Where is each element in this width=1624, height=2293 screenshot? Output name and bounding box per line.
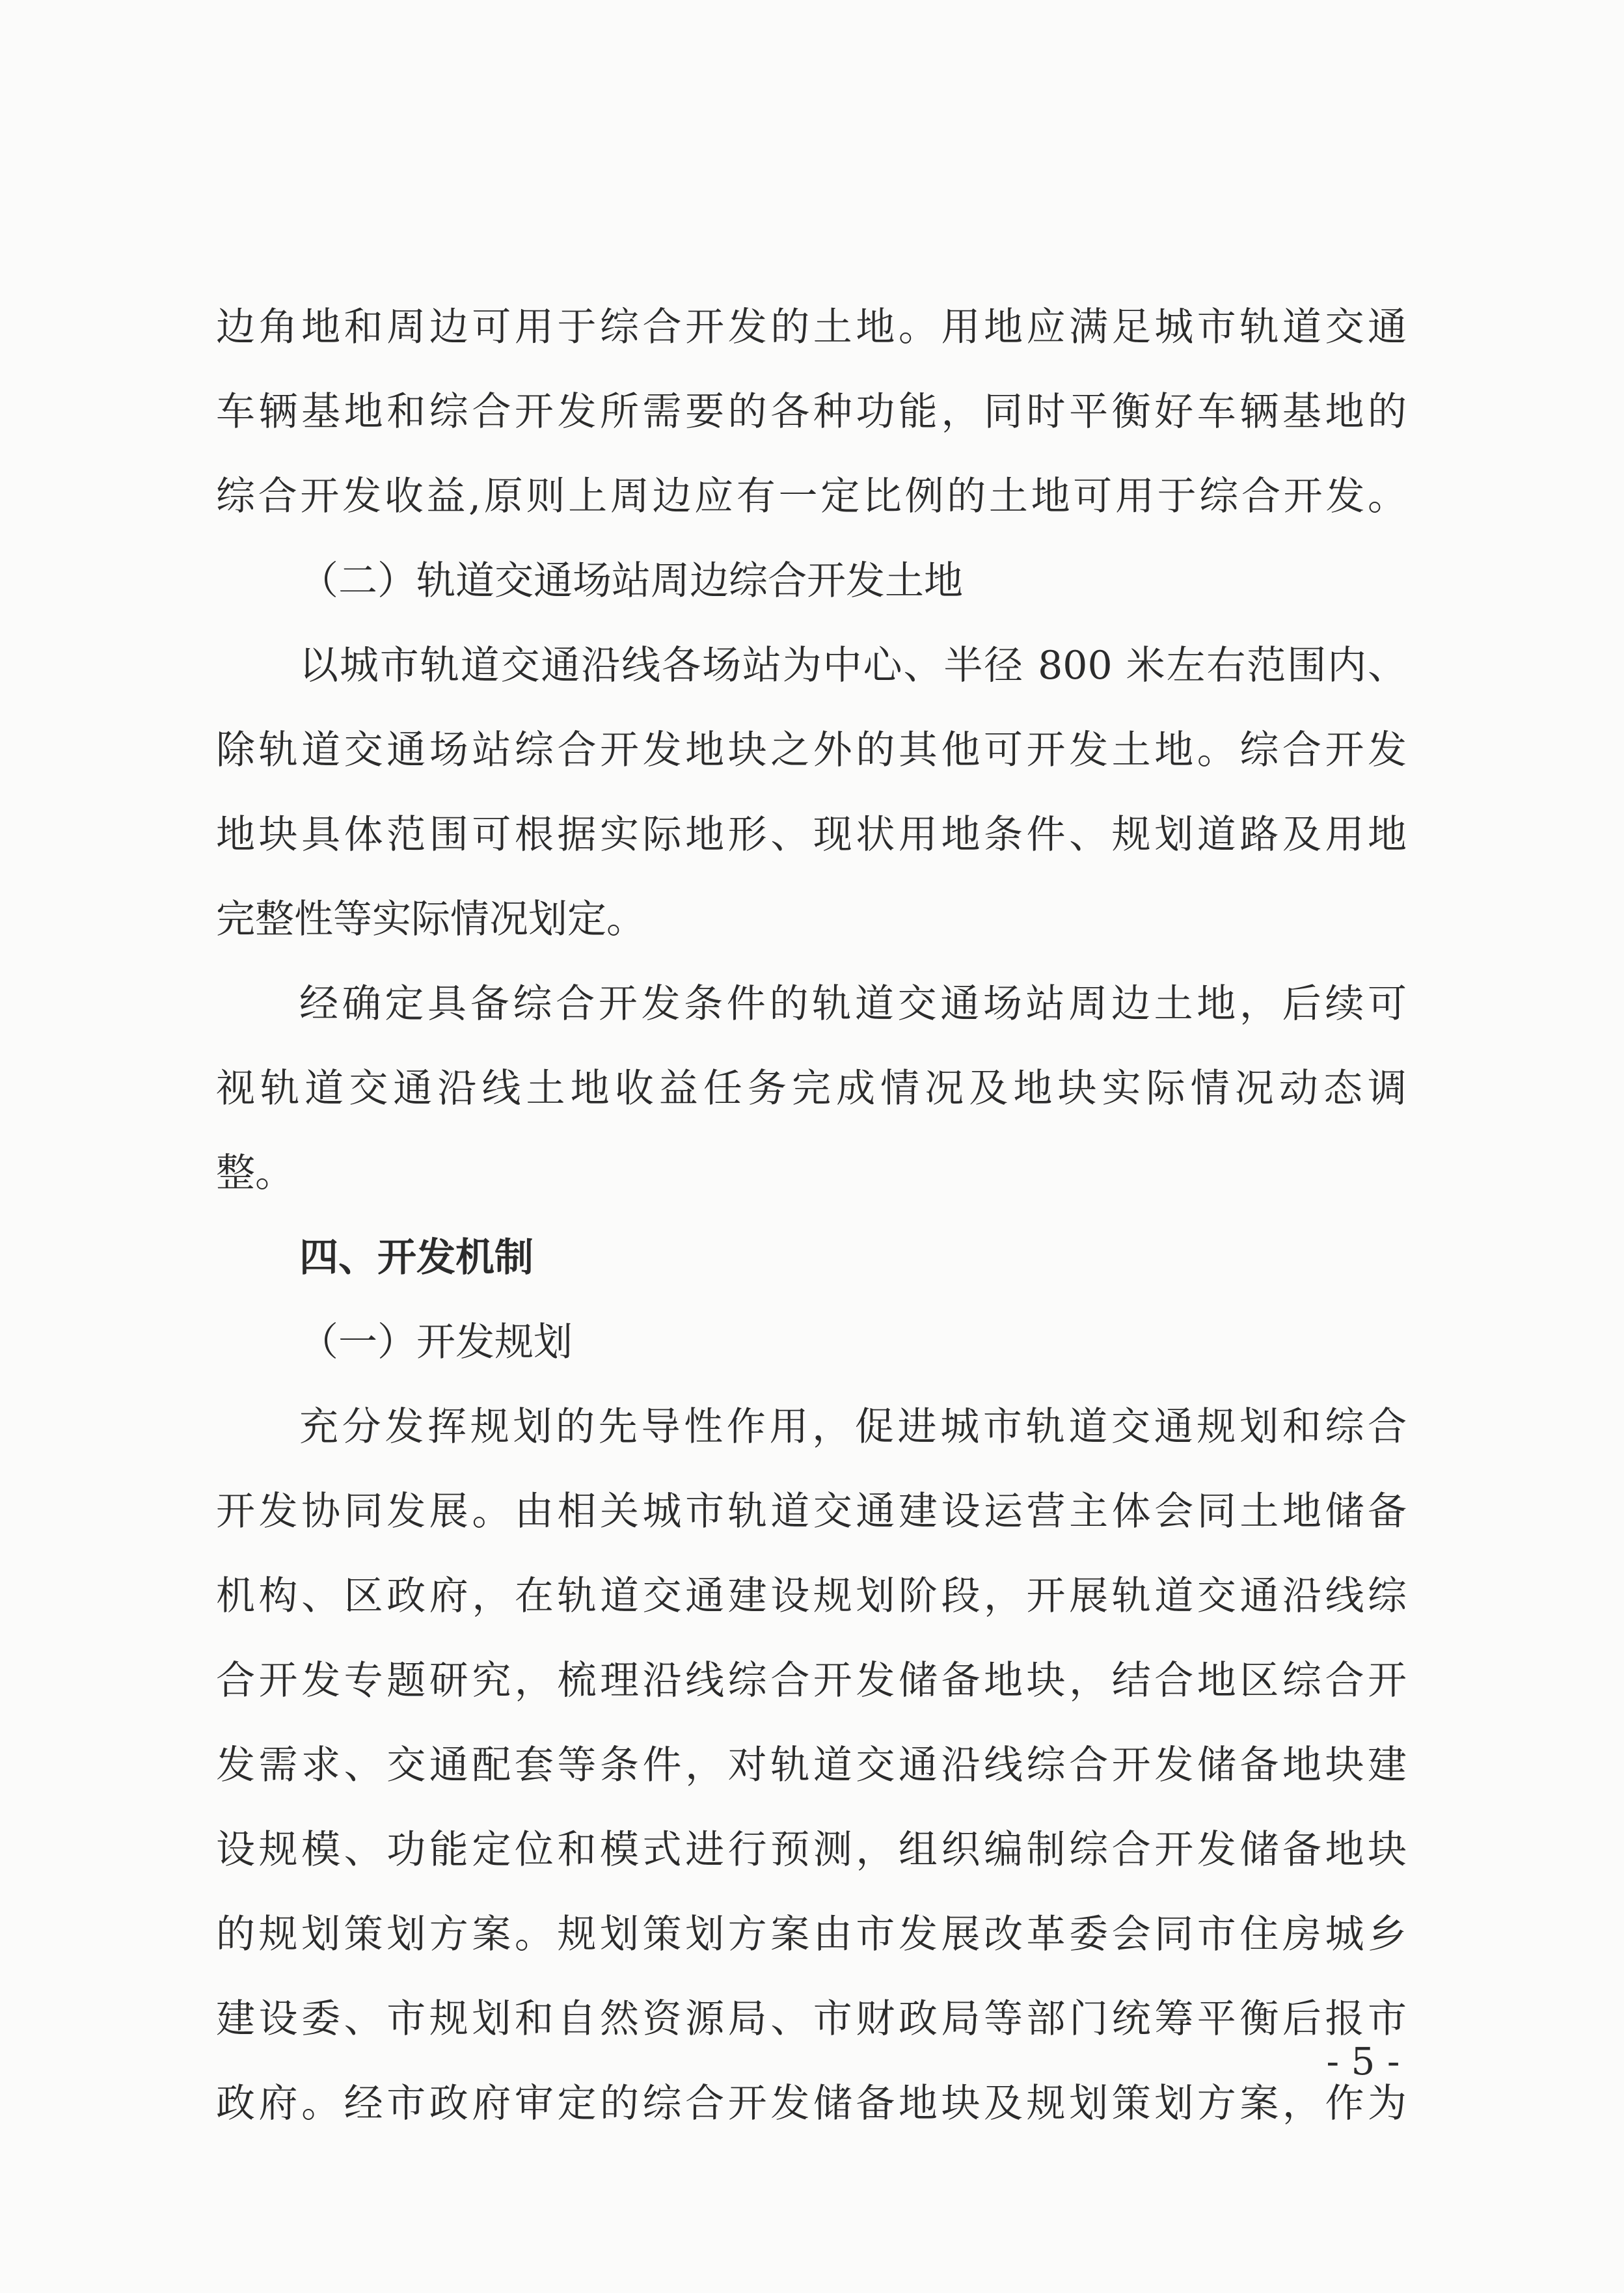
text-line: 开发协同发展。由相关城市轨道交通建设运营主体会同土地储备 xyxy=(216,1489,1407,1534)
text-line: 政府。经市政府审定的综合开发储备地块及规划策划方案，作为 xyxy=(216,2081,1407,2126)
section-subheading: （一）开发规划 xyxy=(299,1320,573,1365)
text-line: 设规模、功能定位和模式进行预测，组织编制综合开发储备地块 xyxy=(216,1827,1407,1873)
text-line: 综合开发收益,原则上周边应有一定比例的土地可用于综合开发。 xyxy=(216,474,1407,519)
text-line: 合开发专题研究，梳理沿线综合开发储备地块，结合地区综合开 xyxy=(216,1658,1407,1703)
body-text xyxy=(216,285,1407,2146)
text-line: 以城市轨道交通沿线各场站为中心、半径 800 米左右范围内、 xyxy=(299,643,1407,688)
text-line: 边角地和周边可用于综合开发的土地。用地应满足城市轨道交通 xyxy=(216,305,1407,350)
text-line: 充分发挥规划的先导性作用，促进城市轨道交通规划和综合 xyxy=(299,1404,1407,1450)
text-line: 视轨道交通沿线土地收益任务完成情况及地块实际情况动态调 xyxy=(216,1066,1407,1111)
text-line: 机构、区政府，在轨道交通建设规划阶段，开展轨道交通沿线综 xyxy=(216,1573,1407,1619)
text-line: 发需求、交通配套等条件，对轨道交通沿线综合开发储备地块建 xyxy=(216,1743,1407,1788)
page-number: - 5 - xyxy=(1326,2039,1400,2083)
text-line: 除轨道交通场站综合开发地块之外的其他可开发土地。综合开发 xyxy=(216,727,1407,773)
text-line: 地块具体范围可根据实际地形、现状用地条件、规划道路及用地 xyxy=(216,812,1407,858)
text-line: 的规划策划方案。规划策划方案由市发展改革委会同市住房城乡 xyxy=(216,1912,1407,1957)
section-subheading: （二）轨道交通场站周边综合开发土地 xyxy=(299,558,963,604)
section-heading: 四、开发机制 xyxy=(299,1235,534,1281)
text-line: 经确定具备综合开发条件的轨道交通场站周边土地，后续可 xyxy=(299,981,1407,1027)
text-line: 整。 xyxy=(216,1150,294,1196)
text-line: 完整性等实际情况划定。 xyxy=(216,897,645,942)
text-line: 建设委、市规划和自然资源局、市财政局等部门统筹平衡后报市 xyxy=(216,1996,1407,2042)
text-line: 车辆基地和综合开发所需要的各种功能，同时平衡好车辆基地的 xyxy=(216,389,1407,435)
